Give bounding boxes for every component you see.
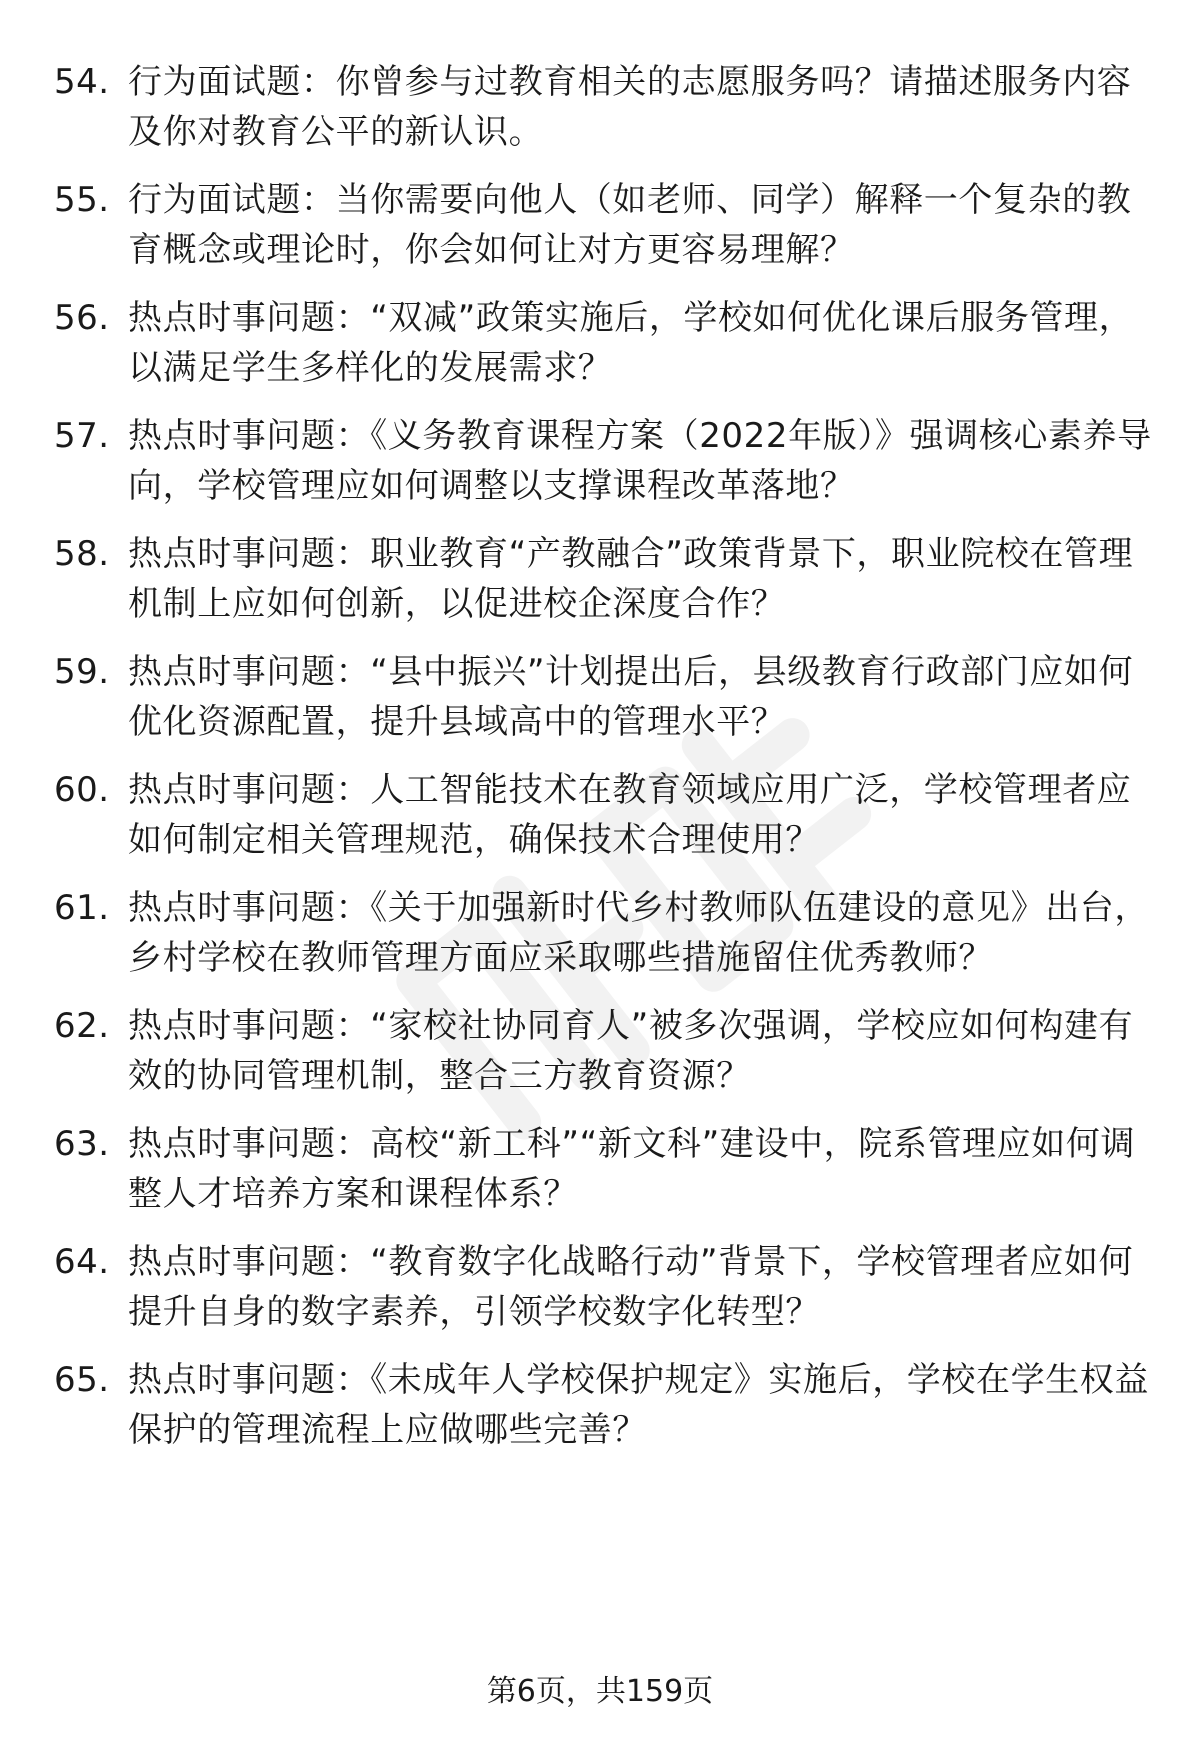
question-text: 热点时事问题：《未成年人学校保护规定》实施后，学校在学生权益保护的管理流程上应做哪些完善？ <box>128 1360 1149 1450</box>
question-text: 热点时事问题：高校“新工科”“新文科”建设中，院系管理应如何调整人才培养方案和课程体系？ <box>128 1124 1136 1214</box>
question-text: 热点时事问题：“家校社协同育人”被多次强调，学校应如何构建有效的协同管理机制，整合三方教育资源？ <box>128 1006 1134 1096</box>
list-item <box>0 883 1200 993</box>
question-number: 59. <box>54 652 110 692</box>
question-text: 热点时事问题：人工智能技术在教育领域应用广泛，学校管理者应如何制定相关管理规范，确保技术合理使用？ <box>128 770 1132 860</box>
list-item <box>0 411 1200 521</box>
question-number: 60. <box>54 770 110 810</box>
list-item <box>0 1119 1200 1229</box>
list-item <box>0 1355 1200 1465</box>
page-footer: 第6页，共159页 <box>486 1674 714 1709</box>
question-text: 行为面试题：当你需要向他人（如老师、同学）解释一个复杂的教育概念或理论时，你会如何让对方更容易理解？ <box>128 180 1132 270</box>
question-number: 58. <box>54 534 110 574</box>
list-item <box>0 1001 1200 1111</box>
list-item <box>0 647 1200 757</box>
list-item <box>0 1237 1200 1347</box>
list-item <box>0 529 1200 639</box>
question-number: 62. <box>54 1006 110 1046</box>
question-text: 热点时事问题：“县中振兴”计划提出后，县级教育行政部门应如何优化资源配置，提升县域高中的管理水平？ <box>128 652 1134 742</box>
list-item <box>0 175 1200 285</box>
list-item <box>0 293 1200 403</box>
question-number: 65. <box>54 1360 110 1400</box>
question-number: 61. <box>54 888 110 928</box>
question-number: 56. <box>54 298 110 338</box>
question-number: 55. <box>54 180 110 220</box>
question-number: 64. <box>54 1242 110 1282</box>
question-text: 热点时事问题：《关于加强新时代乡村教师队伍建设的意见》出台，乡村学校在教师管理方面应采取哪些措施留住优秀教师？ <box>128 888 1149 978</box>
question-text: 热点时事问题：“教育数字化战略行动”背景下，学校管理者应如何提升自身的数字素养，引领学校数字化转型？ <box>128 1242 1134 1332</box>
question-text: 热点时事问题：“双减”政策实施后，学校如何优化课后服务管理，以满足学生多样化的发展需求？ <box>128 298 1134 388</box>
question-text: 热点时事问题：职业教育“产教融合”政策背景下，职业院校在管理机制上应如何创新，以促进校企深度合作？ <box>128 534 1134 624</box>
question-text: 行为面试题：你曾参与过教育相关的志愿服务吗？请描述服务内容及你对教育公平的新认识。 <box>128 62 1132 152</box>
list-item <box>0 765 1200 875</box>
list-item <box>0 57 1200 167</box>
question-number: 54. <box>54 62 110 102</box>
question-text: 热点时事问题：《义务教育课程方案（2022年版）》强调核心素养导向，学校管理应如何调整以支撑课程改革落地？ <box>128 416 1152 506</box>
question-number: 57. <box>54 416 110 456</box>
question-number: 63. <box>54 1124 110 1164</box>
